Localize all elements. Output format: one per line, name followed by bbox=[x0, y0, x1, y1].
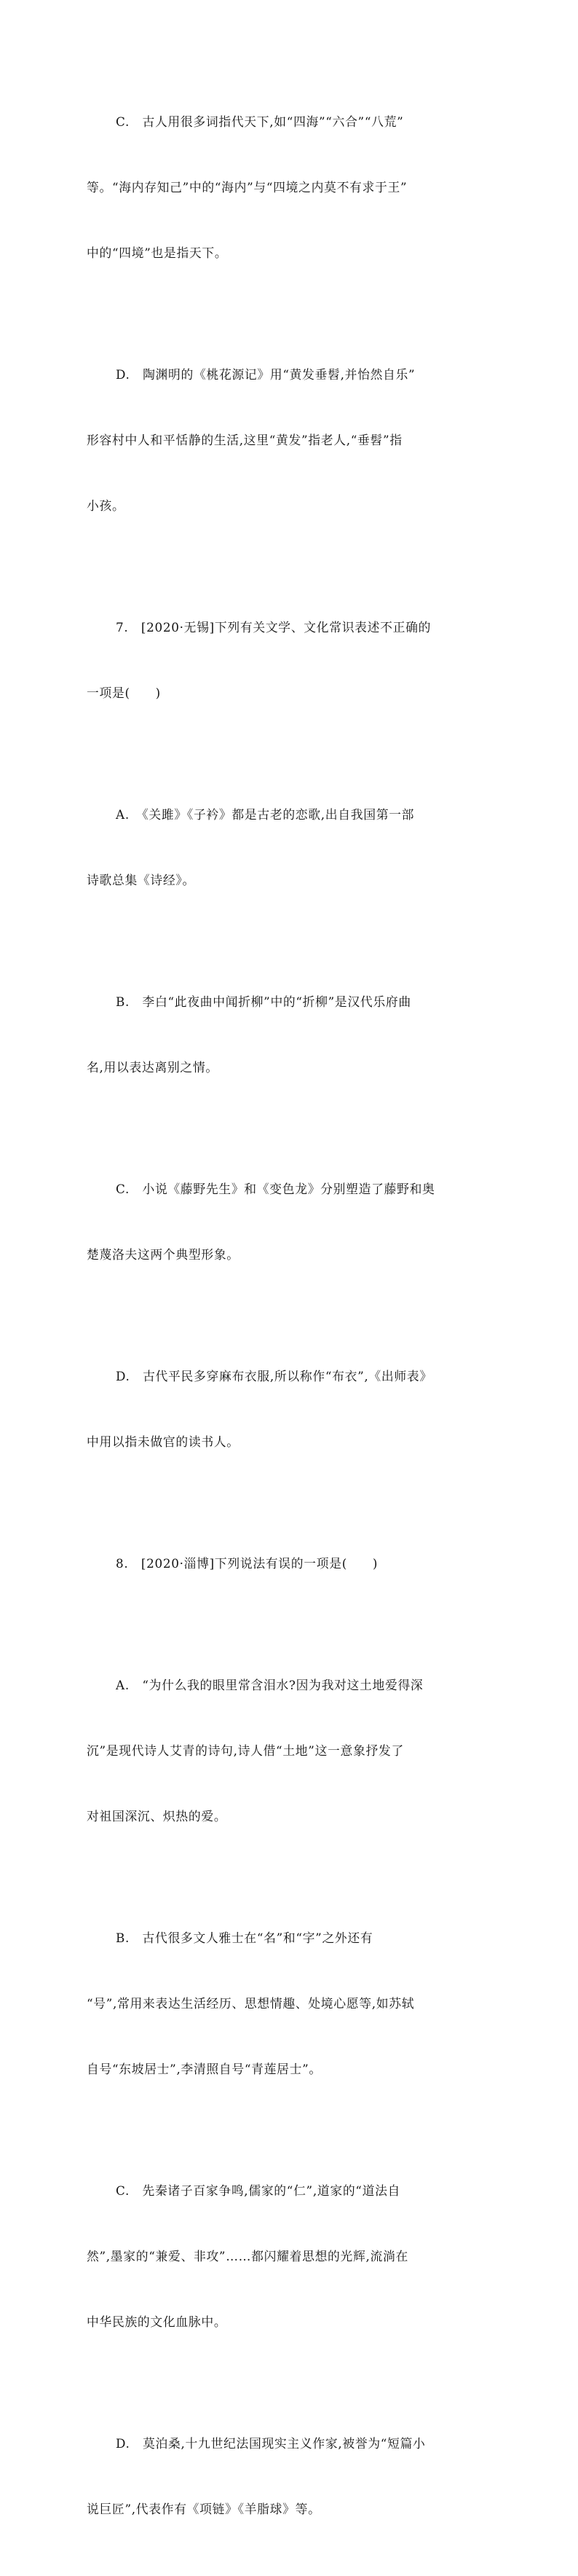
text-line: C. 古人用很多词指代天下,如“四海”“六合”“八荒” bbox=[116, 114, 404, 129]
text-line: D. 莫泊桑,十九世纪法国现实主义作家,被誉为“短篇小 bbox=[116, 2436, 426, 2451]
text-line: 中用以指未做官的读书人。 bbox=[87, 1434, 239, 1449]
option-d-paragraph bbox=[87, 320, 491, 560]
text-line: 7. [2020·无锡]下列有关文学、文化常识表述不正确的 bbox=[116, 620, 432, 635]
question-8-option-a bbox=[87, 1630, 491, 1871]
text-line: 说巨匠”,代表作有《项链》《羊脂球》等。 bbox=[87, 2502, 321, 2516]
text-line: A. 《关雎》《子衿》都是古老的恋歌,出自我国第一部 bbox=[116, 807, 415, 822]
text-line: 中的“四境”也是指天下。 bbox=[87, 246, 228, 260]
question-8-option-c bbox=[87, 2136, 491, 2376]
text-line: 形容村中人和平恬静的生活,这里“黄发”指老人,“垂髫”指 bbox=[87, 433, 403, 447]
text-line: 沉”是现代诗人艾青的诗句,诗人借“土地”这一意象抒发了 bbox=[87, 1743, 404, 1758]
question-7-option-a bbox=[87, 760, 491, 935]
question-7-stem bbox=[87, 573, 491, 747]
text-line: C. 小说《藤野先生》和《变色龙》分别塑造了藤野和奥 bbox=[116, 1182, 435, 1196]
text-line: 8. [2020·淄博]下列说法有误的一项是( ) bbox=[116, 1556, 379, 1571]
text-line: 中华民族的文化血脉中。 bbox=[87, 2314, 227, 2329]
text-line: 名,用以表达离别之情。 bbox=[87, 1060, 218, 1075]
text-line: 小孩。 bbox=[87, 498, 125, 513]
text-line: C. 先秦诸子百家争鸣,儒家的“仁”,道家的“道法自 bbox=[116, 2183, 401, 2198]
text-line: 诗歌总集《诗经》。 bbox=[87, 873, 195, 887]
text-line: D. 陶渊明的《桃花源记》用“黄发垂髫,并怡然自乐” bbox=[116, 367, 416, 382]
question-8-option-d bbox=[87, 2389, 491, 2564]
text-line: A. “为什么我的眼里常含泪水?因为我对这土地爱得深 bbox=[116, 1678, 424, 1692]
text-line: 等。“海内存知己”中的“海内”与“四境之内莫不有求于王” bbox=[87, 180, 408, 195]
text-line: D. 古代平民多穿麻布衣服,所以称作“布衣”,《出师表》 bbox=[116, 1369, 432, 1383]
question-7-option-c bbox=[87, 1134, 491, 1309]
text-line: 对祖国深沉、炽热的爱。 bbox=[87, 1809, 227, 1823]
text-line: B. 古代很多文人雅士在“名”和“字”之外还有 bbox=[116, 1931, 373, 1945]
question-7-option-b bbox=[87, 947, 491, 1122]
question-8-stem bbox=[87, 1509, 491, 1618]
text-line: 自号“东坡居士”,李清照自号“青莲居士”。 bbox=[87, 2062, 322, 2076]
question-8-option-b bbox=[87, 1883, 491, 2124]
document-body bbox=[87, 67, 491, 2576]
text-line: 然”,墨家的“兼爱、非攻”……都闪耀着思想的光辉,流淌在 bbox=[87, 2249, 408, 2263]
text-line: 一项是( ) bbox=[87, 686, 161, 700]
option-c-paragraph bbox=[87, 67, 491, 307]
text-line: B. 李白“此夜曲中闻折柳”中的“折柳”是汉代乐府曲 bbox=[116, 994, 411, 1009]
text-line: 楚蔑洛夫这两个典型形象。 bbox=[87, 1247, 239, 1262]
text-line: “号”,常用来表达生活经历、思想情趣、处境心愿等,如苏轼 bbox=[87, 1996, 415, 2011]
question-7-option-d bbox=[87, 1322, 491, 1496]
